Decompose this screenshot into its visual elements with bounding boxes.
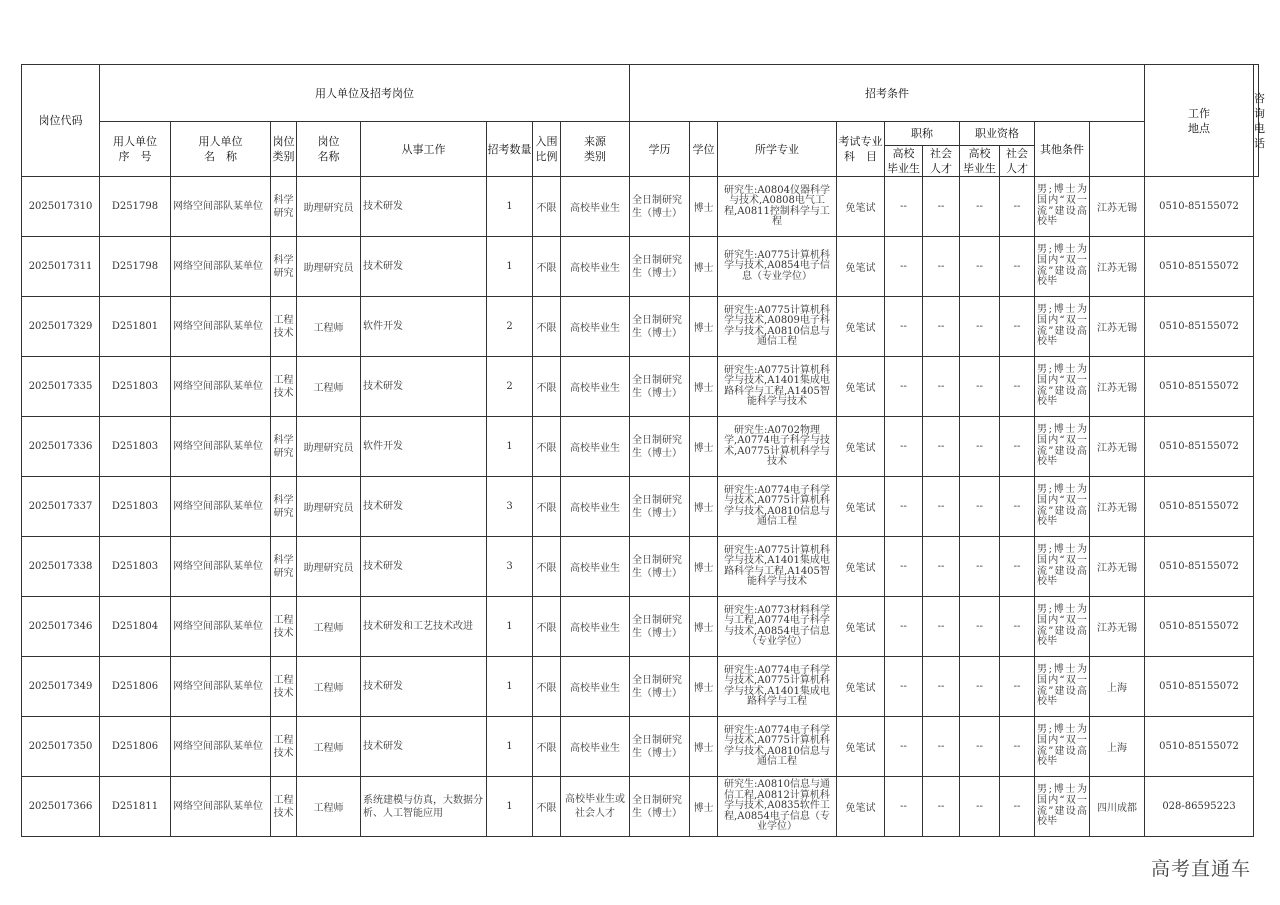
qual-grad-cell: -- bbox=[960, 597, 1000, 657]
post-name-cell: 助理研究员 bbox=[297, 537, 361, 597]
unit-seq-cell: D251811 bbox=[100, 777, 171, 837]
qual-social-cell: -- bbox=[1000, 477, 1035, 537]
header-title-social: 社会 人才 bbox=[923, 146, 960, 177]
location-cell: 江苏无锡 bbox=[1090, 297, 1145, 357]
ratio-cell: 不限 bbox=[533, 417, 561, 477]
table-row bbox=[22, 477, 1259, 537]
other-condition-cell bbox=[1035, 477, 1090, 537]
title-social-cell: -- bbox=[923, 777, 960, 837]
qual-social-cell: -- bbox=[1000, 777, 1035, 837]
qual-social-cell: -- bbox=[1000, 357, 1035, 417]
phone-cell: 0510-85155072 bbox=[1145, 357, 1254, 417]
post-name-cell: 工程师 bbox=[297, 717, 361, 777]
qual-grad-cell: -- bbox=[960, 657, 1000, 717]
location-cell: 四川成都 bbox=[1090, 777, 1145, 837]
title-grad-cell: -- bbox=[885, 777, 923, 837]
degree-cell: 博士 bbox=[690, 717, 718, 777]
source-cell: 高校毕业生 bbox=[561, 477, 630, 537]
degree-cell: 博士 bbox=[690, 237, 718, 297]
header-group-unit: 用人单位及招考岗位 bbox=[100, 65, 630, 122]
header-post-name: 岗位 名称 bbox=[297, 122, 361, 177]
recruitment-table bbox=[21, 64, 1265, 837]
location-cell: 江苏无锡 bbox=[1090, 477, 1145, 537]
phone-cell: 028-86595223 bbox=[1145, 777, 1254, 837]
phone-cell: 0510-85155072 bbox=[1145, 417, 1254, 477]
post-category-cell: 科学 研究 bbox=[271, 177, 297, 237]
position-code-cell: 2025017311 bbox=[22, 237, 100, 297]
quota-cell: 1 bbox=[487, 657, 533, 717]
post-category-cell: 科学 研究 bbox=[271, 417, 297, 477]
education-cell: 全日制研究生（博士） bbox=[630, 417, 690, 477]
qual-grad-cell: -- bbox=[960, 717, 1000, 777]
major-cell-text: 研究生:A0774电子科学与技术,A0775计算机科学与技术,A0810信息与通信工程 bbox=[723, 724, 831, 767]
header-degree: 学位 bbox=[690, 122, 718, 177]
other-condition-cell-text: 男;博士为国内“双一流”建设高校毕 bbox=[1037, 604, 1087, 648]
post-category-cell: 工程 技术 bbox=[271, 297, 297, 357]
header-title: 职称 bbox=[885, 122, 960, 146]
education-cell: 全日制研究生（博士） bbox=[630, 657, 690, 717]
other-condition-cell bbox=[1035, 597, 1090, 657]
exam-subject-cell: 免笔试 bbox=[837, 777, 885, 837]
major-cell bbox=[718, 357, 837, 417]
post-name-cell: 助理研究员 bbox=[297, 237, 361, 297]
major-cell-text: 研究生:A0775计算机科学与技术,A0809电子科学与技术,A0810信息与通信工程 bbox=[723, 304, 831, 347]
header-qual-grad: 高校 毕业生 bbox=[960, 146, 1000, 177]
title-social-cell: -- bbox=[923, 597, 960, 657]
qual-social-cell: -- bbox=[1000, 297, 1035, 357]
major-cell-text: 研究生:A0773材料科学与工程,A0774电子科学与技术,A0854电子信息（专业学位） bbox=[723, 604, 831, 647]
unit-seq-cell: D251806 bbox=[100, 657, 171, 717]
header-exam-subject: 考试专业 科 目 bbox=[837, 122, 885, 177]
degree-cell: 博士 bbox=[690, 297, 718, 357]
work-cell: 技术研发 bbox=[361, 477, 487, 537]
other-condition-cell bbox=[1035, 297, 1090, 357]
major-cell bbox=[718, 657, 837, 717]
position-code-cell: 2025017366 bbox=[22, 777, 100, 837]
source-cell: 高校毕业生 bbox=[561, 417, 630, 477]
major-cell bbox=[718, 177, 837, 237]
post-name-cell: 助理研究员 bbox=[297, 477, 361, 537]
exam-subject-cell: 免笔试 bbox=[837, 357, 885, 417]
post-category-cell: 工程 技术 bbox=[271, 357, 297, 417]
position-code-cell: 2025017310 bbox=[22, 177, 100, 237]
table-row bbox=[22, 777, 1259, 837]
unit-name-cell: 网络空间部队某单位 bbox=[171, 717, 271, 777]
header-group-conditions: 招考条件 bbox=[630, 65, 1145, 122]
other-condition-cell-text: 男;博士为国内“双一流”建设高校毕 bbox=[1037, 184, 1087, 228]
unit-name-cell: 网络空间部队某单位 bbox=[171, 597, 271, 657]
title-social-cell: -- bbox=[923, 357, 960, 417]
quota-cell: 1 bbox=[487, 177, 533, 237]
major-cell-text: 研究生:A0774电子科学与技术,A0775计算机科学与技术,A1401集成电路科学与工程 bbox=[723, 664, 831, 707]
post-name-cell: 工程师 bbox=[297, 657, 361, 717]
exam-subject-cell: 免笔试 bbox=[837, 237, 885, 297]
header-phone: 咨询电话 bbox=[1254, 65, 1259, 177]
major-cell-text: 研究生:A0702物理学,A0774电子科学与技术,A0775计算机科学与技术 bbox=[724, 424, 830, 467]
header-other: 其他条件 bbox=[1035, 122, 1090, 177]
ratio-cell: 不限 bbox=[533, 777, 561, 837]
header-title-grad: 高校 毕业生 bbox=[885, 146, 923, 177]
post-category-cell: 科学 研究 bbox=[271, 237, 297, 297]
location-cell: 上海 bbox=[1090, 657, 1145, 717]
header-post-category: 岗位 类别 bbox=[271, 122, 297, 177]
watermark: 高考直通车 bbox=[1150, 858, 1251, 880]
exam-subject-cell: 免笔试 bbox=[837, 717, 885, 777]
post-name-cell: 工程师 bbox=[297, 297, 361, 357]
exam-subject-cell: 免笔试 bbox=[837, 597, 885, 657]
major-cell bbox=[718, 597, 837, 657]
unit-name-cell: 网络空间部队某单位 bbox=[171, 417, 271, 477]
unit-name-cell: 网络空间部队某单位 bbox=[171, 297, 271, 357]
header-qualification: 职业资格 bbox=[960, 122, 1035, 146]
header-work: 从事工作 bbox=[361, 122, 487, 177]
unit-seq-cell: D251798 bbox=[100, 177, 171, 237]
location-cell: 江苏无锡 bbox=[1090, 177, 1145, 237]
qual-grad-cell: -- bbox=[960, 237, 1000, 297]
location-cell: 江苏无锡 bbox=[1090, 237, 1145, 297]
post-category-cell: 科学 研究 bbox=[271, 477, 297, 537]
education-cell: 全日制研究生（博士） bbox=[630, 297, 690, 357]
qual-grad-cell: -- bbox=[960, 537, 1000, 597]
table-row bbox=[22, 717, 1259, 777]
unit-name-cell: 网络空间部队某单位 bbox=[171, 177, 271, 237]
major-cell-text: 研究生:A0775计算机科学与技术,A1401集成电路科学与工程,A1405智能科学与技术 bbox=[723, 364, 831, 407]
degree-cell: 博士 bbox=[690, 477, 718, 537]
education-cell: 全日制研究生（博士） bbox=[630, 597, 690, 657]
ratio-cell: 不限 bbox=[533, 297, 561, 357]
qual-social-cell: -- bbox=[1000, 717, 1035, 777]
unit-seq-cell: D251803 bbox=[100, 537, 171, 597]
header-qual-social: 社会 人才 bbox=[1000, 146, 1035, 177]
source-cell: 高校毕业生或社会人才 bbox=[561, 777, 630, 837]
unit-seq-cell: D251804 bbox=[100, 597, 171, 657]
ratio-cell: 不限 bbox=[533, 177, 561, 237]
phone-cell: 0510-85155072 bbox=[1145, 177, 1254, 237]
education-cell: 全日制研究生（博士） bbox=[630, 477, 690, 537]
work-cell: 技术研发 bbox=[361, 357, 487, 417]
quota-cell: 1 bbox=[487, 717, 533, 777]
exam-subject-cell: 免笔试 bbox=[837, 297, 885, 357]
table-row bbox=[22, 237, 1259, 297]
exam-subject-cell: 免笔试 bbox=[837, 417, 885, 477]
post-name-cell: 助理研究员 bbox=[297, 177, 361, 237]
source-cell: 高校毕业生 bbox=[561, 537, 630, 597]
other-condition-cell-text: 男;博士为国内“双一流”建设高校毕 bbox=[1037, 544, 1087, 588]
quota-cell: 2 bbox=[487, 357, 533, 417]
unit-name-cell: 网络空间部队某单位 bbox=[171, 537, 271, 597]
quota-cell: 2 bbox=[487, 297, 533, 357]
unit-seq-cell: D251803 bbox=[100, 477, 171, 537]
major-cell-text: 研究生:A0774电子科学与技术,A0775计算机科学与技术,A0810信息与通信工程 bbox=[723, 484, 831, 527]
location-cell: 江苏无锡 bbox=[1090, 597, 1145, 657]
unit-seq-cell: D251803 bbox=[100, 357, 171, 417]
degree-cell: 博士 bbox=[690, 777, 718, 837]
title-social-cell: -- bbox=[923, 477, 960, 537]
title-grad-cell: -- bbox=[885, 357, 923, 417]
ratio-cell: 不限 bbox=[533, 477, 561, 537]
work-cell: 技术研发 bbox=[361, 237, 487, 297]
source-cell: 高校毕业生 bbox=[561, 237, 630, 297]
title-grad-cell: -- bbox=[885, 237, 923, 297]
header-ratio: 入围 比例 bbox=[533, 122, 561, 177]
header-education: 学历 bbox=[630, 122, 690, 177]
qual-grad-cell: -- bbox=[960, 477, 1000, 537]
header-source: 来源 类别 bbox=[561, 122, 630, 177]
unit-seq-cell: D251803 bbox=[100, 417, 171, 477]
unit-seq-cell: D251801 bbox=[100, 297, 171, 357]
table-row bbox=[22, 297, 1259, 357]
quota-cell: 1 bbox=[487, 417, 533, 477]
table-row bbox=[22, 177, 1259, 237]
other-condition-cell bbox=[1035, 357, 1090, 417]
position-code-cell: 2025017350 bbox=[22, 717, 100, 777]
title-grad-cell: -- bbox=[885, 177, 923, 237]
other-condition-cell-text: 男;博士为国内“双一流”建设高校毕 bbox=[1037, 244, 1087, 288]
major-cell-text: 研究生:A0804仪器科学与技术,A0808电气工程,A0811控制科学与工程 bbox=[723, 184, 831, 227]
header-unit-seq: 用人单位 序 号 bbox=[100, 122, 171, 177]
post-name-cell: 工程师 bbox=[297, 357, 361, 417]
major-cell bbox=[718, 717, 837, 777]
degree-cell: 博士 bbox=[690, 597, 718, 657]
other-condition-cell bbox=[1035, 417, 1090, 477]
other-condition-cell-text: 男;博士为国内“双一流”建设高校毕 bbox=[1037, 304, 1087, 348]
qual-grad-cell: -- bbox=[960, 357, 1000, 417]
phone-cell: 0510-85155072 bbox=[1145, 717, 1254, 777]
position-code-cell: 2025017346 bbox=[22, 597, 100, 657]
position-code-cell: 2025017349 bbox=[22, 657, 100, 717]
source-cell: 高校毕业生 bbox=[561, 177, 630, 237]
other-condition-cell-text: 男;博士为国内“双一流”建设高校毕 bbox=[1037, 424, 1087, 468]
education-cell: 全日制研究生（博士） bbox=[630, 237, 690, 297]
ratio-cell: 不限 bbox=[533, 357, 561, 417]
post-name-cell: 工程师 bbox=[297, 597, 361, 657]
position-code-cell: 2025017335 bbox=[22, 357, 100, 417]
unit-name-cell: 网络空间部队某单位 bbox=[171, 237, 271, 297]
major-cell bbox=[718, 537, 837, 597]
table-row bbox=[22, 537, 1259, 597]
other-condition-cell bbox=[1035, 537, 1090, 597]
exam-subject-cell: 免笔试 bbox=[837, 537, 885, 597]
qual-social-cell: -- bbox=[1000, 417, 1035, 477]
source-cell: 高校毕业生 bbox=[561, 717, 630, 777]
table-row bbox=[22, 597, 1259, 657]
location-cell: 江苏无锡 bbox=[1090, 537, 1145, 597]
phone-cell: 0510-85155072 bbox=[1145, 237, 1254, 297]
header-unit-name: 用人单位 名 称 bbox=[171, 122, 271, 177]
header-major: 所学专业 bbox=[718, 122, 837, 177]
education-cell: 全日制研究生（博士） bbox=[630, 777, 690, 837]
work-cell: 技术研发 bbox=[361, 537, 487, 597]
qual-grad-cell: -- bbox=[960, 297, 1000, 357]
other-condition-cell bbox=[1035, 177, 1090, 237]
ratio-cell: 不限 bbox=[533, 237, 561, 297]
post-category-cell: 工程 技术 bbox=[271, 717, 297, 777]
other-condition-cell-text: 男;博士为国内“双一流”建设高校毕 bbox=[1037, 364, 1087, 408]
header-location: 工作 地点 bbox=[1145, 65, 1254, 177]
other-condition-cell-text: 男;博士为国内“双一流”建设高校毕 bbox=[1037, 664, 1087, 708]
phone-cell: 0510-85155072 bbox=[1145, 297, 1254, 357]
position-code-cell: 2025017337 bbox=[22, 477, 100, 537]
qual-grad-cell: -- bbox=[960, 417, 1000, 477]
quota-cell: 1 bbox=[487, 597, 533, 657]
title-social-cell: -- bbox=[923, 717, 960, 777]
title-grad-cell: -- bbox=[885, 297, 923, 357]
other-condition-cell bbox=[1035, 657, 1090, 717]
post-name-cell: 工程师 bbox=[297, 777, 361, 837]
major-cell bbox=[718, 777, 837, 837]
education-cell: 全日制研究生（博士） bbox=[630, 537, 690, 597]
title-social-cell: -- bbox=[923, 417, 960, 477]
header-position-code: 岗位代码 bbox=[22, 65, 100, 177]
phone-cell: 0510-85155072 bbox=[1145, 477, 1254, 537]
major-cell bbox=[718, 237, 837, 297]
title-grad-cell: -- bbox=[885, 417, 923, 477]
ratio-cell: 不限 bbox=[533, 597, 561, 657]
post-category-cell: 工程 技术 bbox=[271, 777, 297, 837]
work-cell: 系统建模与仿真，大数据分析、人工智能应用 bbox=[361, 777, 487, 837]
source-cell: 高校毕业生 bbox=[561, 357, 630, 417]
qual-social-cell: -- bbox=[1000, 657, 1035, 717]
other-condition-cell bbox=[1035, 237, 1090, 297]
degree-cell: 博士 bbox=[690, 417, 718, 477]
location-cell: 上海 bbox=[1090, 717, 1145, 777]
unit-seq-cell: D251806 bbox=[100, 717, 171, 777]
phone-cell: 0510-85155072 bbox=[1145, 537, 1254, 597]
title-social-cell: -- bbox=[923, 177, 960, 237]
exam-subject-cell: 免笔试 bbox=[837, 177, 885, 237]
location-cell: 江苏无锡 bbox=[1090, 417, 1145, 477]
work-cell: 技术研发和工艺技术改进 bbox=[361, 597, 487, 657]
title-social-cell: -- bbox=[923, 537, 960, 597]
title-social-cell: -- bbox=[923, 297, 960, 357]
source-cell: 高校毕业生 bbox=[561, 657, 630, 717]
exam-subject-cell: 免笔试 bbox=[837, 477, 885, 537]
major-cell-text: 研究生:A0775计算机科学与技术,A1401集成电路科学与工程,A1405智能科学与技术 bbox=[723, 544, 831, 587]
quota-cell: 3 bbox=[487, 477, 533, 537]
qual-grad-cell: -- bbox=[960, 777, 1000, 837]
major-cell-text: 研究生:A0810信息与通信工程,A0812计算机科学与技术,A0835软件工程,A0854电子信息（专业学位） bbox=[723, 779, 831, 833]
other-condition-cell-text: 男;博士为国内“双一流”建设高校毕 bbox=[1037, 724, 1087, 768]
degree-cell: 博士 bbox=[690, 177, 718, 237]
location-cell: 江苏无锡 bbox=[1090, 357, 1145, 417]
unit-seq-cell: D251798 bbox=[100, 237, 171, 297]
other-condition-cell-text: 男;博士为国内“双一流”建设高校毕 bbox=[1037, 784, 1087, 828]
source-cell: 高校毕业生 bbox=[561, 297, 630, 357]
major-cell bbox=[718, 477, 837, 537]
education-cell: 全日制研究生（博士） bbox=[630, 177, 690, 237]
title-grad-cell: -- bbox=[885, 597, 923, 657]
qual-social-cell: -- bbox=[1000, 597, 1035, 657]
work-cell: 技术研发 bbox=[361, 717, 487, 777]
work-cell: 软件开发 bbox=[361, 297, 487, 357]
header-quota: 招考数量 bbox=[487, 122, 533, 177]
qual-social-cell: -- bbox=[1000, 177, 1035, 237]
work-cell: 技术研发 bbox=[361, 657, 487, 717]
unit-name-cell: 网络空间部队某单位 bbox=[171, 657, 271, 717]
ratio-cell: 不限 bbox=[533, 537, 561, 597]
other-condition-cell bbox=[1035, 717, 1090, 777]
qual-grad-cell: -- bbox=[960, 177, 1000, 237]
work-cell: 软件开发 bbox=[361, 417, 487, 477]
other-condition-cell-text: 男;博士为国内“双一流”建设高校毕 bbox=[1037, 484, 1087, 528]
qual-social-cell: -- bbox=[1000, 537, 1035, 597]
degree-cell: 博士 bbox=[690, 657, 718, 717]
table-body bbox=[22, 177, 1259, 837]
major-cell bbox=[718, 417, 837, 477]
table-row bbox=[22, 357, 1259, 417]
table-row bbox=[22, 417, 1259, 477]
degree-cell: 博士 bbox=[690, 357, 718, 417]
unit-name-cell: 网络空间部队某单位 bbox=[171, 477, 271, 537]
position-code-cell: 2025017338 bbox=[22, 537, 100, 597]
post-name-cell: 助理研究员 bbox=[297, 417, 361, 477]
ratio-cell: 不限 bbox=[533, 717, 561, 777]
table-row bbox=[22, 657, 1259, 717]
ratio-cell: 不限 bbox=[533, 657, 561, 717]
post-category-cell: 工程 技术 bbox=[271, 657, 297, 717]
title-social-cell: -- bbox=[923, 237, 960, 297]
unit-name-cell: 网络空间部队某单位 bbox=[171, 357, 271, 417]
education-cell: 全日制研究生（博士） bbox=[630, 717, 690, 777]
quota-cell: 3 bbox=[487, 537, 533, 597]
position-code-cell: 2025017329 bbox=[22, 297, 100, 357]
quota-cell: 1 bbox=[487, 777, 533, 837]
post-category-cell: 科学 研究 bbox=[271, 537, 297, 597]
phone-cell: 0510-85155072 bbox=[1145, 657, 1254, 717]
qual-social-cell: -- bbox=[1000, 237, 1035, 297]
other-condition-cell bbox=[1035, 777, 1090, 837]
title-grad-cell: -- bbox=[885, 537, 923, 597]
quota-cell: 1 bbox=[487, 237, 533, 297]
title-grad-cell: -- bbox=[885, 717, 923, 777]
title-social-cell: -- bbox=[923, 657, 960, 717]
major-cell-text: 研究生:A0775计算机科学与技术,A0854电子信息（专业学位） bbox=[723, 249, 831, 282]
title-grad-cell: -- bbox=[885, 657, 923, 717]
title-grad-cell: -- bbox=[885, 477, 923, 537]
unit-name-cell: 网络空间部队某单位 bbox=[171, 777, 271, 837]
education-cell: 全日制研究生（博士） bbox=[630, 357, 690, 417]
exam-subject-cell: 免笔试 bbox=[837, 657, 885, 717]
source-cell: 高校毕业生 bbox=[561, 597, 630, 657]
phone-cell: 0510-85155072 bbox=[1145, 597, 1254, 657]
major-cell bbox=[718, 297, 837, 357]
degree-cell: 博士 bbox=[690, 537, 718, 597]
work-cell: 技术研发 bbox=[361, 177, 487, 237]
position-code-cell: 2025017336 bbox=[22, 417, 100, 477]
post-category-cell: 工程 技术 bbox=[271, 597, 297, 657]
